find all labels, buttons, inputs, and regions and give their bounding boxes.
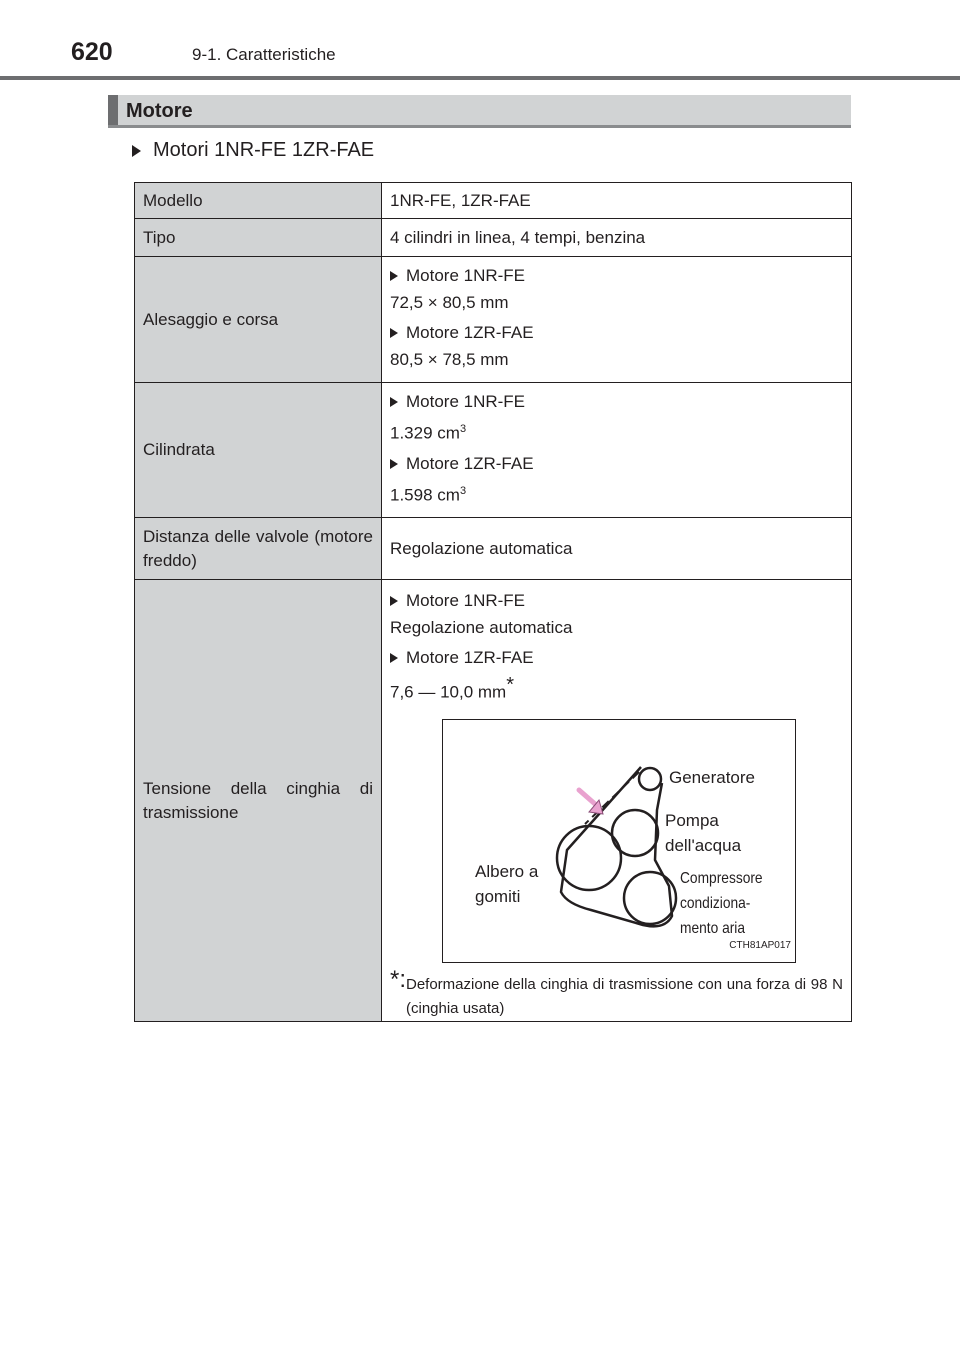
row-value [382,580,852,1022]
engine-bullet [390,264,843,288]
table-row [135,580,852,1022]
engine-spec-table [134,182,852,1022]
table-row [135,383,852,518]
label-generatore: Generatore [669,767,755,787]
section-heading-bar [108,95,851,128]
spec-value: Regolazione automatica [390,618,573,638]
engine-name: Motore 1ZR-FAE [406,648,534,668]
engine-name: Motore 1ZR-FAE [406,323,534,342]
triangle-bullet-icon [390,397,398,407]
triangle-bullet-icon [132,145,141,157]
engine-bullet [390,589,843,613]
engine-bullet [390,390,843,414]
label-albero: Albero a gomiti [475,861,539,906]
row-value: Regolazione automatica [382,518,852,580]
label-compressore: Compressore condiziona- mento aria [680,869,763,937]
table-row [135,257,852,383]
row-label: Cilindrata [135,383,382,518]
triangle-bullet-icon [390,459,398,469]
table-row [135,518,852,580]
subheading-text: Motori 1NR-FE 1ZR-FAE [153,139,375,161]
label-pompa: Pompa dell'acqua [665,810,742,855]
section-accent [108,95,118,125]
triangle-bullet-icon [390,328,398,338]
triangle-bullet-icon [390,653,398,663]
page-number: 620 [71,38,113,66]
row-label: Tipo [135,219,382,257]
belt-diagram [442,719,796,963]
exponent: 3 [459,423,467,435]
exponent: 3 [459,484,467,497]
engine-bullet [390,452,843,476]
spec-value: 80,5 × 78,5 mm [390,350,509,369]
engine-bullet [390,321,843,345]
footnote [390,965,843,1021]
running-head: 9-1. Caratteristiche [192,45,336,64]
spec-value: 72,5 × 80,5 mm [390,293,509,312]
row-value [382,383,852,518]
compressor-pulley [624,872,676,924]
engine-name: Motore 1NR-FE [406,266,526,285]
row-label: Tensione della cinghia di trasmissione [135,580,382,1022]
subheading [132,139,374,162]
row-label: Modello [135,183,382,219]
generator-pulley [639,768,661,790]
spec-value: 7,6 — 10,0 mm* [390,674,515,702]
engine-name: Motore 1ZR-FAE [406,453,534,473]
row-value: 1NR-FE, 1ZR-FAE [382,183,852,219]
footnote-text: Deformazione della cinghia di trasmissione con una forza di 98 N (cinghia usata) [406,975,843,1017]
diagram-code: CTH81AP017 [729,939,791,951]
header-rule [0,76,960,80]
row-value: 4 cilindri in linea, 4 tempi, benzina [382,219,852,257]
spec-value: 1.598 $cm^3$ [390,484,467,505]
engine-bullet [390,646,843,670]
row-label: Distanza delle valvole (motore freddo) [135,518,382,580]
row-label: Alesaggio e corsa [135,257,382,383]
force-arrow-icon [579,790,595,804]
row-value [382,257,852,383]
spec-value: 1.329 $cm^3$ [390,423,467,443]
section-title: Motore [126,100,193,122]
triangle-bullet-icon [390,271,398,281]
footnote-mark: *: [390,965,407,993]
table-row [135,219,852,257]
triangle-bullet-icon [390,596,398,606]
table-row [135,183,852,219]
footnote-marker: * [506,674,515,697]
engine-name: Motore 1NR-FE [406,392,526,411]
engine-name: Motore 1NR-FE [406,591,526,611]
